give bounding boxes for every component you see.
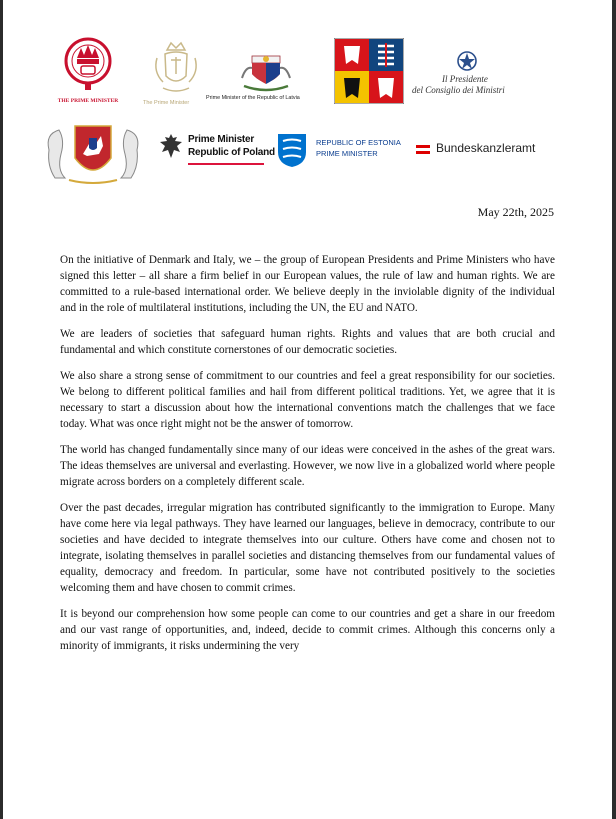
paragraph-1: On the initiative of Denmark and Italy, we – the group of European Presidents and Prime Ministers who have signed this letter – all share a firm belief in our European values, the rule of law and human rights. We are committed to a rule-based international order. We believe deeply in the inviolable dignity of the individual and in the role of multilateral institutions, including the UN, the EU and NATO. (60, 254, 555, 314)
germany-logo (416, 140, 566, 162)
estonia-shield-icon (275, 132, 309, 168)
paragraph-6: It is beyond our comprehension how some people can come to our countries and get a share in our freedom and our vast range of opportunities, and, indeed, decide to commit crimes. Although this concerns only a minority of immigrants, it risks undermining the very (60, 608, 555, 652)
latvia-logo (206, 48, 326, 110)
estonia-logo (275, 132, 410, 178)
germany-caption: Bundeskanzleramt (436, 141, 536, 155)
letter-body (60, 252, 555, 664)
estonia-caption-line1: REPUBLIC OF ESTONIA (316, 138, 401, 147)
italy-logo (412, 50, 532, 106)
poland-logo (158, 130, 275, 180)
italy-caption-line2: del Consiglio dei Ministri (412, 85, 505, 95)
czech-shield-icon (334, 38, 404, 104)
paragraph-5: Over the past decades, irregular migration has contributed significantly to the immigration to Europe. Many have come here via legal pathways. They have learned our languages, believe in democracy, contribute to our societies and have decided to integrate themselves into our culture. Others have come and chosen not to integrate, isolating themselves in parallel societies and distancing themselves from our fundamental values of equality, democracy and freedom. In particular, some have not contributed positively to the societies welcoming them and have chosen to commit crimes. (60, 502, 555, 594)
estonia-caption-line2: PRIME MINISTER (316, 149, 378, 158)
poland-eagle-icon (158, 130, 184, 162)
lithuania-crest-icon (43, 120, 143, 186)
belgium-crest-icon (151, 40, 201, 100)
italy-caption-line1: Il Presidente (442, 74, 488, 84)
paragraph-2: We are leaders of societies that safeguard human rights. Rights and values that are both crucial and fundamental and which constitute cornerstones of our democratic societies. (60, 328, 555, 356)
italy-emblem-icon (456, 50, 478, 72)
letter-date: May 22th, 2025 (477, 205, 554, 219)
logos-row-top (3, 28, 612, 113)
paragraph-3: We also share a strong sense of commitment to our countries and feel a great responsibility for our societies. We belong to different political families and hail from different political traditions. Yet, we agree that it is necessary to start a discussion about how the international conventions match the challenges that we face today. What was once right might not be the answer of tomorrow. (60, 370, 555, 430)
germany-flag-bars-icon (416, 144, 430, 156)
czech-coat-of-arms (334, 38, 404, 104)
latvia-crest-icon (238, 48, 294, 94)
poland-caption-line1: Prime Minister (188, 134, 255, 145)
letter-page (3, 0, 612, 819)
denmark-caption: THE PRIME MINISTER (57, 98, 119, 104)
poland-caption-line2: Republic of Poland (188, 147, 275, 158)
poland-red-underline (188, 163, 264, 165)
belgium-caption: The Prime Minister (143, 100, 190, 106)
latvia-caption: Prime Minister of the Republic of Latvia (206, 95, 300, 101)
denmark-logo (53, 28, 123, 112)
paragraph-4: The world has changed fundamentally since many of our ideas were conceived in the ashes of the great wars. The ideas themselves are universal and everlasting. However, we now live in a globalized world where people migrate across borders on a completely different scale. (60, 444, 555, 488)
lithuania-coat-of-arms (43, 120, 143, 186)
belgium-logo (143, 40, 203, 110)
denmark-crest-icon (53, 28, 123, 98)
logos-row-bottom (3, 120, 612, 190)
